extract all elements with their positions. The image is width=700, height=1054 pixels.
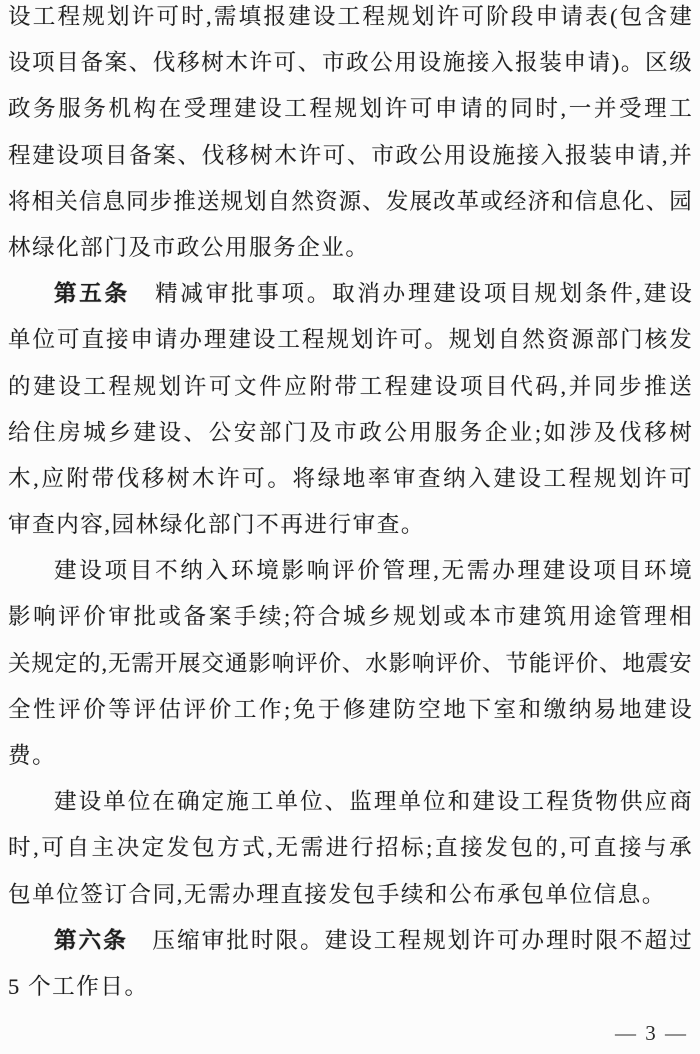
text-line [8, 825, 692, 871]
text-line [8, 364, 692, 410]
text-line-content: 林绿化部门及市政公用服务企业。 [8, 234, 370, 260]
text-line [8, 225, 692, 271]
text-line [8, 779, 692, 825]
text-line-content: 设工程规划许可时,需填报建设工程规划许可阶段申请表(包含建 [8, 4, 692, 29]
text-line [8, 317, 692, 363]
text-line-content: 建设单位在确定施工单位、监理单位和建设工程货物供应商 [54, 789, 692, 815]
text-line [8, 641, 692, 687]
text-line [8, 456, 692, 502]
text-line-content: 的建设工程规划许可文件应附带工程建设项目代码,并同步推送 [8, 373, 692, 399]
text-line-content: 给住房城乡建设、公安部门及市政公用服务企业;如涉及伐移树 [8, 419, 692, 445]
text-line-content: 费。 [8, 743, 57, 768]
text-line-content: 压缩审批时限。建设工程规划许可办理时限不超过 [127, 927, 692, 953]
text-line-content: 设项目备案、伐移树木许可、市政公用设施接入报装申请)。区级 [8, 50, 692, 76]
text-line [8, 40, 692, 86]
text-line [8, 86, 692, 132]
article-six-label: 第六条 [54, 927, 128, 953]
text-line [8, 872, 692, 918]
text-line-content: 木,应附带伐移树木许可。将绿地率审查纳入建设工程规划许可 [8, 465, 692, 491]
text-line [8, 179, 692, 225]
text-line-content: 精减审批事项。取消办理建设项目规划条件,建设 [129, 281, 692, 307]
article-five-label: 第五条 [54, 281, 130, 307]
text-line-content: 建设项目不纳入环境影响评价管理,无需办理建设项目环境 [54, 558, 692, 584]
text-line [8, 594, 692, 640]
text-line [8, 133, 692, 179]
text-line-article-5 [8, 271, 692, 317]
text-line-content: 审查内容,园林绿化部门不再进行审查。 [8, 512, 425, 538]
text-line-content: 政务服务机构在受理建设工程规划许可申请的同时,一并受理工 [8, 96, 692, 122]
text-line [8, 0, 692, 40]
text-line-content: 关规定的,无需开展交通影响评价、水影响评价、节能评价、地震安 [8, 650, 692, 676]
text-line [8, 733, 692, 779]
text-line-content: 5 个工作日。 [8, 973, 149, 999]
text-line-content: 全性评价等评估评价工作;免于修建防空地下室和缴纳易地建设 [8, 696, 692, 722]
text-line-content: 影响评价审批或备案手续;符合城乡规划或本市建筑用途管理相 [8, 604, 692, 630]
text-line [8, 502, 692, 548]
page-number: — 3 — [615, 1021, 688, 1045]
text-line-content: 将相关信息同步推送规划自然资源、发展改革或经济和信息化、园 [8, 188, 692, 214]
text-line-article-6 [8, 918, 692, 964]
text-line [8, 964, 692, 1010]
text-line [8, 410, 692, 456]
text-line-content: 程建设项目备案、伐移树木许可、市政公用设施接入报装申请,并 [8, 142, 692, 168]
text-line [8, 548, 692, 594]
text-line [8, 687, 692, 733]
text-line-content: 包单位签订合同,无需办理直接发包手续和公布承包单位信息。 [8, 881, 666, 907]
text-line-content: 时,可自主决定发包方式,无需进行招标;直接发包的,可直接与承 [8, 835, 692, 861]
text-line-content: 单位可直接申请办理建设工程规划许可。规划自然资源部门核发 [8, 327, 692, 353]
